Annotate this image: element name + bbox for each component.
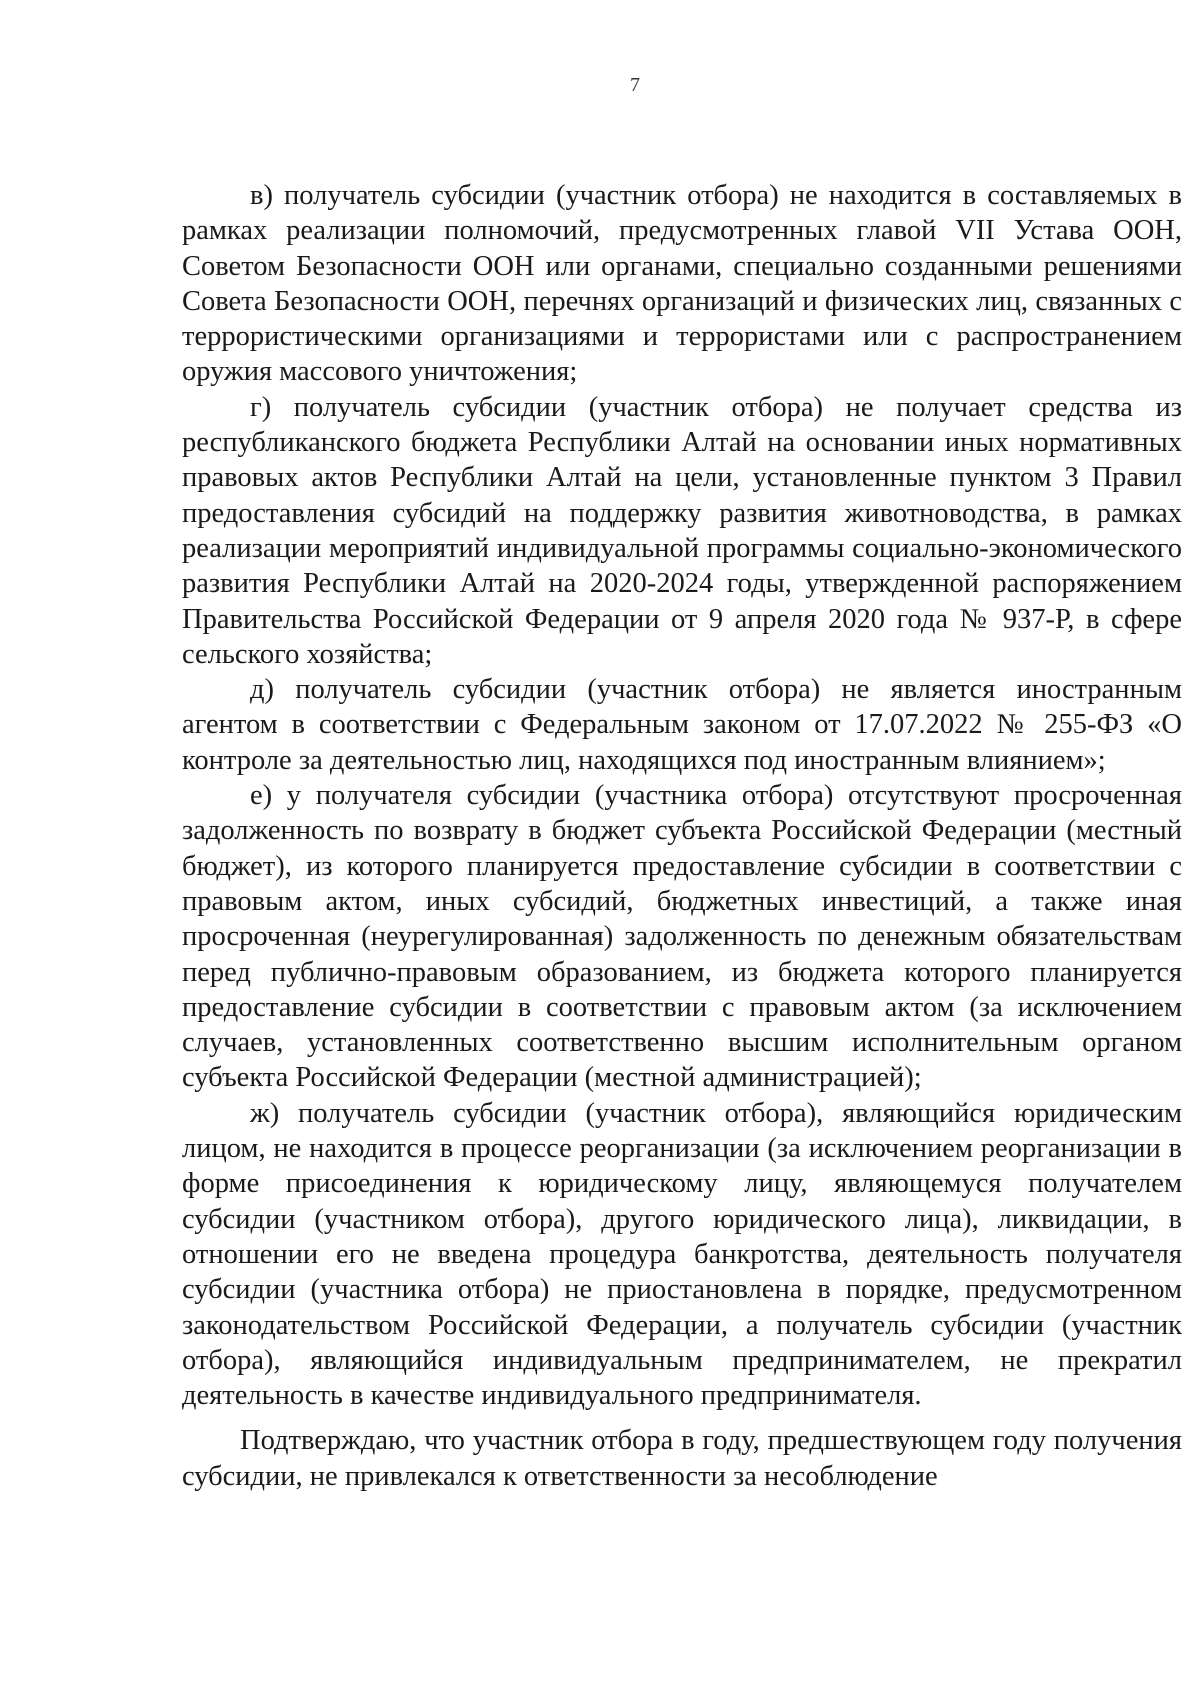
page-number: 7 (630, 74, 640, 96)
paragraph-zh: ж) получатель субсидии (участник отбора), являющийся юридическим лицом, не находится в процессе реорганизации (за исключением реорганизации в форме присоединения к юридическому лицу, являющемуся получателем субсидии (участником отбора), другого юридического лица), ликвидации, в отношении его не введена процедура банкротства, деятельность получателя субсидии (участника отбора) не приостановлена в порядке, предусмотренном законодательством Российской Федерации, а получатель субсидии (участник отбора), являющийся индивидуальным предпринимателем, не прекратил деятельность в качестве индивидуального предпринимателя. (182, 1097, 1182, 1412)
paragraph-g: г) получатель субсидии (участник отбора) не получает средства из республиканского бюджета Республики Алтай на основании иных нормативных правовых актов Республики Алтай на цели, установленные пунктом 3 Правил предоставления субсидий на поддержку развития животноводства, в рамках реализации мероприятий индивидуальной программы социально-экономического развития Республики Алтай на 2020-2024 годы, утвержденной распоряжением Правительства Российской Федерации от 9 апреля 2020 года № 937-Р, в сфере сельского хозяйства; (182, 391, 1182, 670)
paragraph-v: в) получатель субсидии (участник отбора) не находится в составляемых в рамках реализации полномочий, предусмотренных главой VII Устава ООН, Советом Безопасности ООН или органами, специально созданными решениями Совета Безопасности ООН, перечнях организаций и физических лиц, связанных с террористическими организациями и террористами или с распространением оружия массового уничтожения; (182, 180, 1182, 388)
document-body (182, 178, 1182, 1494)
paragraph-d: д) получатель субсидии (участник отбора) не является иностранным агентом в соответствии с Федеральным законом от 17.07.2022 № 255-ФЗ «О контроле за деятельностью лиц, находящихся под иностранным влиянием»; (182, 674, 1182, 776)
paragraph-confirmation: Подтверждаю, что участник отбора в году, предшествующем году получения субсидии, не привлекался к ответственности за несоблюдение (182, 1425, 1182, 1492)
paragraph-e: е) у получателя субсидии (участника отбора) отсутствуют просроченная задолженность по возврату в бюджет субъекта Российской Федерации (местный бюджет), из которого планируется предоставление субсидии в соответствии с правовым актом, иных субсидий, бюджетных инвестиций, а также иная просроченная (неурегулированная) задолженность по денежным обязательствам перед публично-правовым образованием, из бюджета которого планируется предоставление субсидии в соответствии с правовым актом (за исключением случаев, установленных соответственно высшим исполнительным органом субъекта Российской Федерации (местной администрацией); (182, 780, 1182, 1094)
